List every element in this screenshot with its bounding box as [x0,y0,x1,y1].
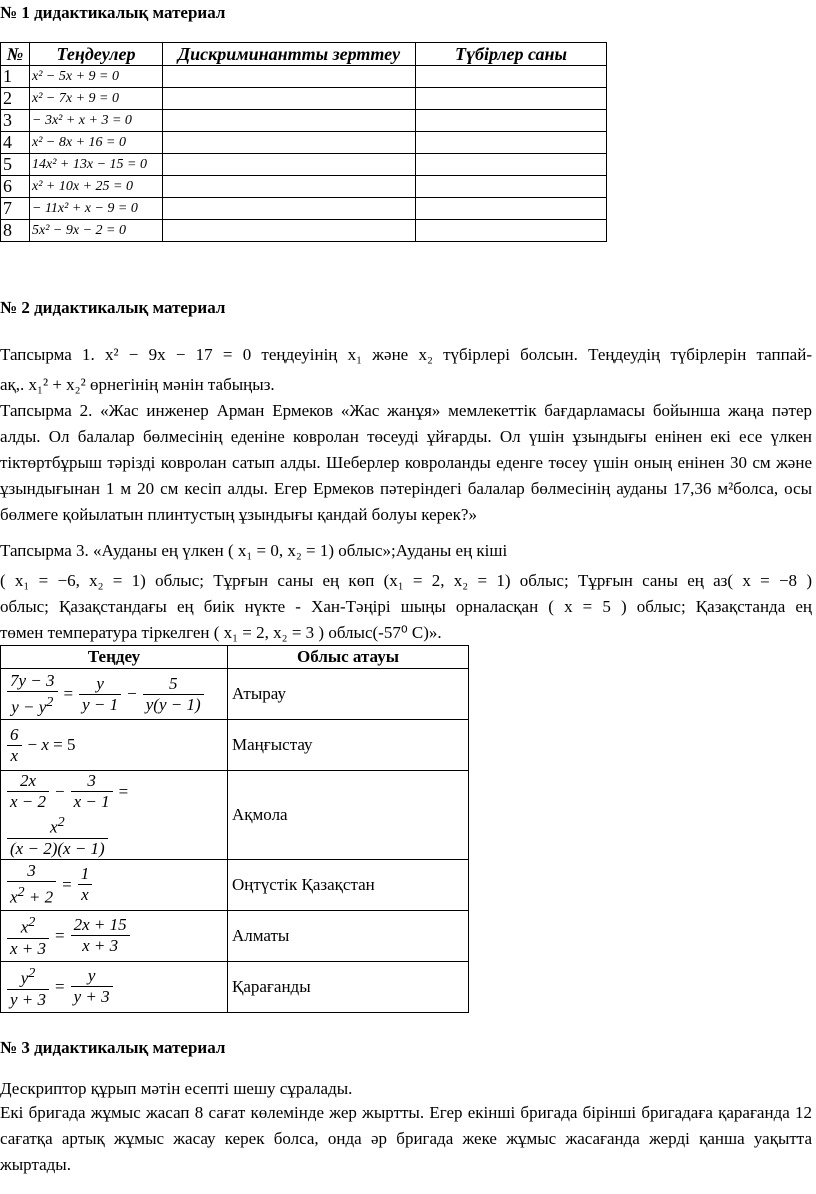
equation-cell: $\frac{2x}{x - 2}$ − $\frac{3}{x - 1}$ = $\frac{x^2}{(x - 2)(x - 1)}$ [1,771,228,860]
table-row [1,88,607,110]
row-equation: − 11x² + x − 9 = 0 [30,198,163,220]
task1-line2: ақ,. x₁² + x₂² өрнегінің мәнін табыңыз. [0,375,275,394]
row-number: 7 [1,198,30,220]
table-row [1,910,469,961]
table-header-row [1,43,607,66]
discriminant-cell [163,220,416,242]
discriminant-cell [163,154,416,176]
task3-line4: төмен температура тіркелген ( x₁ = 2, x₂ = 3 ) облыс(-57⁰ С)». [0,623,442,642]
row-number: 2 [1,88,30,110]
discriminant-cell [163,198,416,220]
table-row [1,220,607,242]
table-row [1,961,469,1012]
table-row [1,66,607,88]
row-equation: − 3x² + x + 3 = 0 [30,110,163,132]
col-number: № [1,43,30,66]
root-count-cell [416,176,607,198]
table-row [1,198,607,220]
discriminant-cell [163,176,416,198]
discriminant-cell [163,132,416,154]
task3-line1: Тапсырма 3. «Ауданы ең үлкен ( x₁ = 0, x₂ = 1) облыс»;Ауданы ең кіші [0,541,508,560]
root-count-cell [416,154,607,176]
row-number: 3 [1,110,30,132]
region-name: Атырау [228,669,469,720]
descriptor-line: Дескриптор құрып мәтін есепті шешу сұралады. [0,1079,353,1098]
row-number: 6 [1,176,30,198]
regions-table [0,645,469,1013]
row-number: 8 [1,220,30,242]
task1-line1: Тапсырма 1. x² − 9x − 17 = 0 теңдеуінің x₁ және x₂ түбірлері болсын. Теңдеудің түбірлерін таппай- [0,345,812,364]
col-root-count: Түбірлер саны [416,43,607,66]
root-count-cell [416,66,607,88]
problem-paragraph: Екі бригада жұмыс жасап 8 сағат көлемінде жер жыртты. Егер екінші бригада бірінші бригадаға қарағанда 12 сағатқа артық жұмыс жасау керек болса, онда әр бригада жеке жұмыс жасағанда жерді қанша уақытта жыртады. [0,1103,812,1174]
region-name: Ақмола [228,771,469,860]
root-count-cell [416,132,607,154]
table-row [1,176,607,198]
task2-paragraph: Тапсырма 2. «Жас инженер Арман Ермеков «Жас жанұя» мемлекеттік бағдарламасы бойынша жаңа пәтер алды. Ол балалар бөлмесінің еденіне ковролан төсеуді ұйғарды. Ол үшін ұзындығы енінен екі есе үлкен тіктөртбұрыш тәрізді ковролан сатып алды. Шеберлер ковроланды еденге төсеу үшін оның енінен 30 см және ұзындығынан 1 м 20 см кесіп алды. Егер Ермеков пәтеріндегі балалар бөлмесінің ауданы 17,36 м²болса, осы бөлмеге қойылатын плинтустың ұзындығы қандай болуы керек?» [0,401,812,524]
table-header-row [1,646,469,669]
table-row [1,110,607,132]
root-count-cell [416,88,607,110]
equation-cell: $\frac{x^2}{x + 3}$ = $\frac{2x + 15}{x + 3}$ [1,910,228,961]
region-name: Қарағанды [228,961,469,1012]
row-equation: x² − 7x + 9 = 0 [30,88,163,110]
root-count-cell [416,110,607,132]
table-row [1,132,607,154]
col-discriminant: Дискриминантты зерттеу [163,43,416,66]
row-equation: 14x² + 13x − 15 = 0 [30,154,163,176]
root-count-cell [416,198,607,220]
equation-cell: $\frac{6}{x}$ − x = 5 [1,720,228,771]
table-row [1,859,469,910]
table-row [1,669,469,720]
row-equation: 5x² − 9x − 2 = 0 [30,220,163,242]
discriminant-cell [163,88,416,110]
row-equation: x² + 10x + 25 = 0 [30,176,163,198]
col-equations: Теңдеулер [30,43,163,66]
col-region-name: Облыс атауы [228,646,469,669]
discriminant-cell [163,66,416,88]
section1-title: № 1 дидактикалық материал [0,3,226,22]
equation-cell: $\frac{y^2}{y + 3}$ = $\frac{y}{y + 3}$ [1,961,228,1012]
row-equation: x² − 8x + 16 = 0 [30,132,163,154]
row-number: 4 [1,132,30,154]
row-number: 5 [1,154,30,176]
row-equation: x² − 5x + 9 = 0 [30,66,163,88]
equation-cell: $\frac{3}{x^2 + 2}$ = $\frac{1}{x}$ [1,859,228,910]
root-count-cell [416,220,607,242]
discriminant-cell [163,110,416,132]
section2-title: № 2 дидактикалық материал [0,298,226,317]
equations-table [0,42,607,242]
equation-cell: $\frac{7y - 3}{y - y^2}$ = $\frac{y}{y - 1}$ − $\frac{5}{y(y - 1)}$ [1,669,228,720]
region-name: Оңтүстік Қазақстан [228,859,469,910]
col-equation: Теңдеу [1,646,228,669]
region-name: Маңғыстау [228,720,469,771]
task3-line3: облыс; Қазақстандағы ең биік нүкте - Хан-Тәңірі шыңы орналасқан ( x = 5 ) облыс; Қазақстанда ең [0,597,812,616]
table-row [1,154,607,176]
table-row [1,771,469,860]
task3-line2: ( x₁ = −6, x₂ = 1) облыс; Тұрғын саны ең көп (x₁ = 2, x₂ = 1) облыс; Тұрғын саны ең аз( x = −8 ) [0,571,812,590]
region-name: Алматы [228,910,469,961]
row-number: 1 [1,66,30,88]
table-row [1,720,469,771]
section3-title: № 3 дидактикалық материал [0,1038,226,1057]
